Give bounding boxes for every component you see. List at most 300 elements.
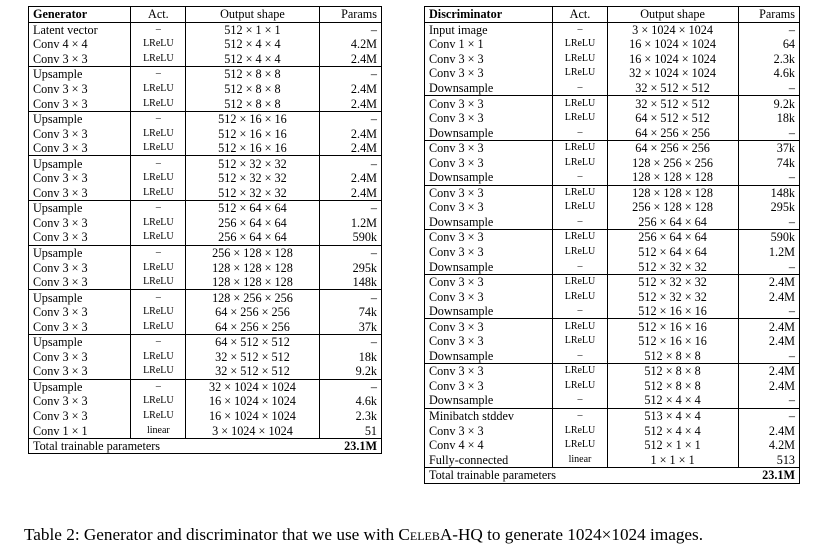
table-row [425,423,800,438]
output-shape-cell: 512 × 8 × 8 [607,349,738,364]
params-cell: – [319,245,381,260]
layer-cell: Downsample [425,170,553,185]
params-cell: 2.4M [738,379,799,394]
output-shape-cell: 256 × 64 × 64 [607,215,738,230]
output-shape-cell: 512 × 16 × 16 [607,319,738,334]
layer-cell: Conv 3 × 3 [425,155,553,170]
layer-cell: Upsample [29,379,131,394]
params-cell: – [738,393,799,408]
header-params: Params [738,7,799,23]
table-row [29,171,382,186]
table-row [29,201,382,216]
header-discriminator: Discriminator [425,7,553,23]
params-cell: 37k [738,140,799,155]
layer-cell: Conv 3 × 3 [29,275,131,290]
params-cell: 2.4M [319,171,381,186]
params-cell: 2.4M [738,319,799,334]
output-shape-cell: 512 × 16 × 16 [186,141,319,156]
activation-cell: – [155,23,161,35]
params-cell: – [738,125,799,140]
params-cell: 1.2M [319,216,381,231]
params-cell: – [319,156,381,171]
table-row [425,452,800,467]
output-shape-cell: 512 × 8 × 8 [186,82,319,97]
layer-cell: Conv 3 × 3 [425,200,553,215]
table-row [425,200,800,215]
params-cell: – [319,335,381,350]
activation-cell: LReLU [143,216,174,228]
table-row [29,156,382,171]
output-shape-cell: 64 × 256 × 256 [186,319,319,334]
layer-cell: Conv 3 × 3 [425,289,553,304]
params-cell: 2.4M [319,82,381,97]
params-cell: 148k [319,275,381,290]
activation-cell: LReLU [143,365,174,377]
output-shape-cell: 32 × 512 × 512 [607,96,738,111]
activation-cell: LReLU [143,52,174,64]
params-cell: – [738,408,799,423]
activation-cell: LReLU [553,364,607,379]
params-cell: 2.4M [319,96,381,111]
params-cell: 4.2M [738,438,799,453]
activation-cell: LReLU [553,230,607,245]
output-shape-cell: 128 × 128 × 128 [186,260,319,275]
table-row [425,304,800,319]
table-row [425,230,800,245]
params-cell: 2.4M [738,289,799,304]
table-row [425,245,800,260]
caption-prefix: Table 2: Generator and discriminator that we use with [24,525,395,544]
layer-cell: Upsample [29,111,131,126]
params-cell: 9.2k [738,96,799,111]
layer-cell: Conv 3 × 3 [425,245,553,260]
layer-cell: Conv 3 × 3 [29,216,131,231]
layer-cell: Conv 3 × 3 [425,52,553,67]
activation-cell: – [131,201,186,216]
caption-dataset: CelebA-HQ [398,525,483,544]
output-shape-cell: 513 × 4 × 4 [607,408,738,423]
layer-cell: Conv 3 × 3 [425,230,553,245]
discriminator-table [424,6,800,484]
params-cell: – [319,379,381,394]
activation-cell: – [577,349,583,361]
caption-suffix: to generate 1024×1024 images. [487,525,704,544]
output-shape-cell: 64 × 256 × 256 [607,125,738,140]
params-cell: 4.6k [319,394,381,409]
output-shape-cell: 512 × 8 × 8 [607,364,738,379]
activation-cell: LReLU [564,156,596,168]
activation-cell: LReLU [143,186,174,198]
table-row [425,274,800,289]
table-row [425,215,800,230]
params-cell: 148k [738,185,799,200]
layer-cell: Conv 1 × 1 [29,423,131,438]
output-shape-cell: 512 × 4 × 4 [186,37,319,52]
layer-cell: Conv 3 × 3 [425,274,553,289]
table-row [425,37,800,52]
layer-cell: Conv 3 × 3 [29,186,131,201]
activation-cell: – [131,111,186,126]
table-row [425,66,800,81]
output-shape-cell: 512 × 32 × 32 [607,259,738,274]
output-shape-cell: 512 × 1 × 1 [607,438,738,453]
activation-cell: – [577,394,583,406]
layer-cell: Input image [425,22,553,37]
table-row [425,170,800,185]
discriminator-header-row [425,7,800,23]
table-caption [24,525,703,545]
generator-header-row [29,7,382,23]
activation-cell: linear [568,453,592,465]
activation-cell: LReLU [143,350,174,362]
table-row [425,125,800,140]
layer-cell: Conv 3 × 3 [29,82,131,97]
activation-cell: LReLU [143,306,174,318]
activation-cell: – [131,67,186,82]
params-cell: – [738,22,799,37]
layer-cell: Conv 3 × 3 [29,305,131,320]
activation-cell: LReLU [564,439,596,451]
output-shape-cell: 128 × 128 × 128 [186,275,319,290]
total-value: 23.1M [319,438,381,454]
output-shape-cell: 16 × 1024 × 1024 [607,37,738,52]
table-row [29,111,382,126]
table-row [425,140,800,155]
activation-cell: LReLU [564,424,596,436]
header-output-shape: Output shape [607,7,738,23]
params-cell: 2.3k [319,409,381,424]
activation-cell: LReLU [564,67,596,79]
params-cell: 2.4M [738,274,799,289]
output-shape-cell: 256 × 128 × 128 [186,245,319,260]
activation-cell: LReLU [143,320,174,332]
header-act: Act. [553,7,607,23]
activation-cell: LReLU [143,38,174,50]
params-cell: 1.2M [738,245,799,260]
layer-cell: Conv 3 × 3 [29,126,131,141]
table-row [425,364,800,379]
activation-cell: LReLU [553,319,607,334]
layer-cell: Downsample [425,393,553,408]
activation-cell: LReLU [143,83,174,94]
table-row [29,319,382,334]
table-row [425,155,800,170]
activation-cell: – [131,379,186,394]
table-row [29,290,382,305]
table-row [425,22,800,37]
total-row [29,438,382,454]
output-shape-cell: 512 × 64 × 64 [607,245,738,260]
params-cell: – [319,67,381,82]
table-row [29,423,382,438]
activation-cell: LReLU [143,261,174,273]
params-cell: – [319,201,381,216]
params-cell: 2.4M [738,364,799,379]
layer-cell: Conv 3 × 3 [29,171,131,186]
table-row [425,289,800,304]
table-row [425,111,800,126]
activation-cell: – [577,23,583,35]
activation-cell: LReLU [564,201,596,213]
params-cell: 37k [319,319,381,334]
activation-cell: LReLU [564,290,596,302]
activation-cell: LReLU [143,142,174,154]
table-row [29,394,382,409]
output-shape-cell: 64 × 256 × 256 [186,305,319,320]
activation-cell: LReLU [143,127,174,139]
output-shape-cell: 32 × 1024 × 1024 [607,66,738,81]
output-shape-cell: 1 × 1 × 1 [607,452,738,467]
params-cell: – [319,111,381,126]
table-row [425,185,800,200]
output-shape-cell: 512 × 8 × 8 [186,96,319,111]
params-cell: – [738,304,799,319]
header-output-shape: Output shape [186,7,319,23]
output-shape-cell: 512 × 4 × 4 [186,52,319,67]
output-shape-cell: 32 × 1024 × 1024 [186,379,319,394]
params-cell: 590k [319,230,381,245]
table-row [425,438,800,453]
activation-cell: LReLU [143,410,174,422]
table-row [29,22,382,37]
params-cell: 4.6k [738,66,799,81]
activation-cell: LReLU [143,276,174,288]
layer-cell: Upsample [29,67,131,82]
total-value: 23.1M [738,467,799,483]
output-shape-cell: 256 × 64 × 64 [607,230,738,245]
layer-cell: Conv 3 × 3 [29,260,131,275]
table-row [29,350,382,365]
params-cell: – [319,290,381,305]
output-shape-cell: 512 × 4 × 4 [607,423,738,438]
params-cell: 2.3k [738,52,799,67]
output-shape-cell: 512 × 32 × 32 [186,171,319,186]
activation-cell: LReLU [553,185,607,200]
layer-cell: Downsample [425,349,553,364]
output-shape-cell: 256 × 64 × 64 [186,216,319,231]
params-cell: 513 [738,452,799,467]
output-shape-cell: 16 × 1024 × 1024 [186,394,319,409]
layer-cell: Conv 3 × 3 [29,230,131,245]
layer-cell: Upsample [29,290,131,305]
params-cell: 74k [738,155,799,170]
activation-cell: – [131,290,186,305]
activation-cell: – [131,156,186,171]
layer-cell: Upsample [29,201,131,216]
generator-table [28,6,382,454]
activation-cell: LReLU [553,274,607,289]
layer-cell: Conv 3 × 3 [425,319,553,334]
output-shape-cell: 512 × 64 × 64 [186,201,319,216]
activation-cell: – [131,245,186,260]
output-shape-cell: 512 × 32 × 32 [186,156,319,171]
activation-cell: LReLU [564,38,596,50]
layer-cell: Conv 1 × 1 [425,37,553,52]
activation-cell: LReLU [143,395,174,407]
table-row [29,216,382,231]
table-row [29,230,382,245]
output-shape-cell: 512 × 32 × 32 [607,289,738,304]
table-row [29,335,382,350]
layer-cell: Conv 3 × 3 [425,185,553,200]
activation-cell: LReLU [564,335,596,347]
output-shape-cell: 128 × 128 × 128 [607,170,738,185]
output-shape-cell: 64 × 512 × 512 [607,111,738,126]
layer-cell: Downsample [425,304,553,319]
table-row [29,364,382,379]
layer-cell: Upsample [29,245,131,260]
params-cell: 295k [319,260,381,275]
params-cell: – [738,259,799,274]
total-row [425,467,800,483]
output-shape-cell: 3 × 1024 × 1024 [607,22,738,37]
output-shape-cell: 512 × 4 × 4 [607,393,738,408]
layer-cell: Conv 3 × 3 [425,140,553,155]
table-row [29,379,382,394]
params-cell: – [738,349,799,364]
header-generator: Generator [29,7,131,23]
total-label: Total trainable parameters [29,438,320,454]
table-row [29,37,382,52]
header-act: Act. [131,7,186,23]
table-row [29,275,382,290]
header-params: Params [319,7,381,23]
activation-cell: – [577,260,583,272]
output-shape-cell: 32 × 512 × 512 [186,350,319,365]
output-shape-cell: 64 × 512 × 512 [186,335,319,350]
layer-cell: Conv 3 × 3 [29,364,131,379]
output-shape-cell: 512 × 32 × 32 [607,274,738,289]
params-cell: 4.2M [319,37,381,52]
activation-cell: linear [146,424,170,436]
activation-cell: LReLU [143,231,174,243]
layer-cell: Conv 3 × 3 [29,394,131,409]
output-shape-cell: 512 × 16 × 16 [607,334,738,349]
layer-cell: Conv 3 × 3 [425,334,553,349]
activation-cell: – [553,408,607,423]
layer-cell: Conv 3 × 3 [29,409,131,424]
params-cell: 295k [738,200,799,215]
table-row [425,334,800,349]
output-shape-cell: 128 × 128 × 128 [607,185,738,200]
table-row [29,245,382,260]
output-shape-cell: 3 × 1024 × 1024 [186,423,319,438]
activation-cell: LReLU [553,140,607,155]
output-shape-cell: 512 × 16 × 16 [186,126,319,141]
table-row [29,126,382,141]
table-row [29,67,382,82]
activation-cell: LReLU [564,246,596,258]
activation-cell: – [131,335,186,350]
table-row [425,393,800,408]
table-row [29,82,382,97]
table-row [29,141,382,156]
discriminator-body [425,22,800,483]
output-shape-cell: 32 × 512 × 512 [186,364,319,379]
output-shape-cell: 32 × 512 × 512 [607,81,738,96]
table-row [29,260,382,275]
table-row [425,52,800,67]
params-cell: 2.4M [319,126,381,141]
layer-cell: Conv 3 × 3 [425,96,553,111]
table-row [425,349,800,364]
table-row [425,319,800,334]
output-shape-cell: 512 × 8 × 8 [186,67,319,82]
table-row [29,186,382,201]
output-shape-cell: 512 × 1 × 1 [186,22,319,37]
layer-cell: Downsample [425,125,553,140]
layer-cell: Conv 4 × 4 [29,37,131,52]
params-cell: 2.4M [319,52,381,67]
table-row [425,81,800,96]
table-row [29,96,382,111]
params-cell: 2.4M [738,334,799,349]
generator-body [29,22,382,454]
params-cell: 2.4M [319,186,381,201]
params-cell: 9.2k [319,364,381,379]
activation-cell: LReLU [564,52,596,64]
output-shape-cell: 256 × 128 × 128 [607,200,738,215]
activation-cell: – [577,82,583,93]
layer-cell: Fully-connected [425,452,553,467]
layer-cell: Conv 3 × 3 [425,111,553,126]
activation-cell: – [577,305,583,317]
params-cell: – [738,81,799,96]
output-shape-cell: 16 × 1024 × 1024 [607,52,738,67]
layer-cell: Conv 3 × 3 [29,319,131,334]
table-row [29,52,382,67]
params-cell: 18k [319,350,381,365]
params-cell: 2.4M [738,423,799,438]
activation-cell: – [577,215,583,227]
layer-cell: Conv 3 × 3 [425,379,553,394]
params-cell: 590k [738,230,799,245]
table-row [425,408,800,423]
output-shape-cell: 128 × 256 × 256 [186,290,319,305]
output-shape-cell: 256 × 64 × 64 [186,230,319,245]
activation-cell: – [577,126,583,138]
output-shape-cell: 128 × 256 × 256 [607,155,738,170]
params-cell: 64 [738,37,799,52]
layer-cell: Minibatch stddev [425,408,553,423]
layer-cell: Downsample [425,81,553,96]
layer-cell: Upsample [29,335,131,350]
layer-cell: Conv 3 × 3 [29,96,131,111]
table-row [425,379,800,394]
table-row [29,409,382,424]
table-row [29,305,382,320]
activation-cell: LReLU [143,97,174,109]
activation-cell: LReLU [553,96,607,111]
activation-cell: – [577,171,583,183]
params-cell: 2.4M [319,141,381,156]
layer-cell: Downsample [425,215,553,230]
total-label: Total trainable parameters [425,467,739,483]
params-cell: 18k [738,111,799,126]
table-row [425,96,800,111]
layer-cell: Conv 4 × 4 [425,438,553,453]
activation-cell: LReLU [564,112,596,124]
output-shape-cell: 512 × 16 × 16 [607,304,738,319]
output-shape-cell: 16 × 1024 × 1024 [186,409,319,424]
params-cell: 74k [319,305,381,320]
layer-cell: Conv 3 × 3 [29,141,131,156]
output-shape-cell: 512 × 32 × 32 [186,186,319,201]
table-row [425,259,800,274]
params-cell: 51 [319,423,381,438]
params-cell: – [738,170,799,185]
layer-cell: Conv 3 × 3 [29,52,131,67]
